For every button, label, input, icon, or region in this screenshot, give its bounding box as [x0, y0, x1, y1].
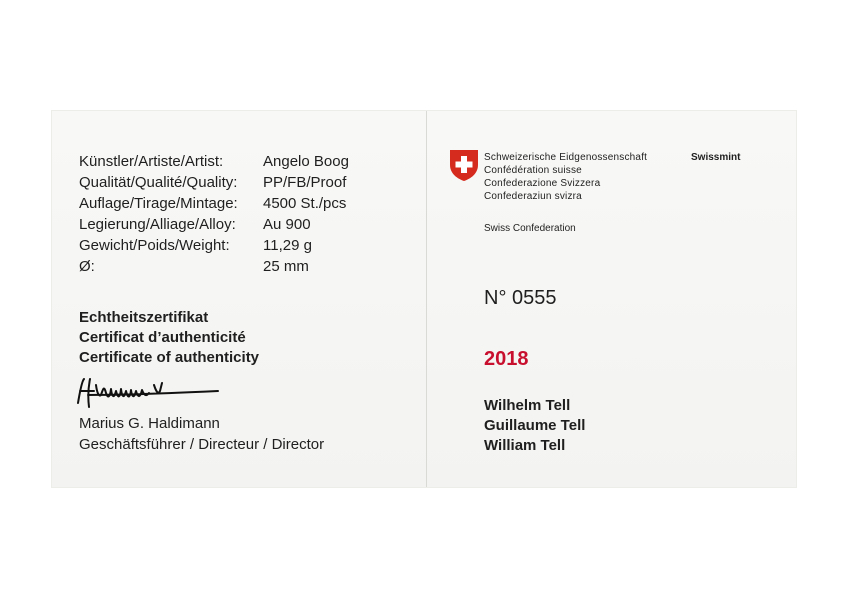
confederation-en: Swiss Confederation — [484, 223, 576, 234]
certificate-title-fr: Certificat d’authenticité — [79, 329, 246, 346]
confederation-it: Confederazione Svizzera — [484, 178, 601, 189]
spec-label: Qualität/Qualité/Quality: — [79, 174, 238, 191]
issue-year: 2018 — [484, 348, 529, 370]
right-panel — [427, 111, 796, 487]
serial-number: N° 0555 — [484, 287, 557, 309]
certificate-card — [52, 111, 796, 487]
spec-value: 11,29 g — [263, 237, 312, 254]
signature-graphic — [66, 373, 226, 413]
spec-value: Au 900 — [263, 216, 311, 233]
spec-label: Gewicht/Poids/Weight: — [79, 237, 230, 254]
spec-value: PP/FB/Proof — [263, 174, 347, 191]
spec-value: 25 mm — [263, 258, 309, 275]
coin-title-de: Wilhelm Tell — [484, 397, 571, 414]
certificate-title-de: Echtheitszertifikat — [79, 309, 209, 326]
spec-label: Ø: — [79, 258, 95, 275]
issuer-label: Swissmint — [691, 152, 741, 163]
certificate-title-en: Certificate of authenticity — [79, 349, 260, 366]
confederation-fr: Confédération suisse — [484, 165, 582, 176]
spec-value: Angelo Boog — [263, 153, 349, 170]
spec-label: Künstler/Artiste/Artist: — [79, 153, 224, 170]
swiss-shield-icon — [450, 150, 478, 181]
coin-title-en: William Tell — [484, 437, 566, 454]
spec-label: Auflage/Tirage/Mintage: — [79, 195, 238, 212]
confederation-de: Schweizerische Eidgenossenschaft — [484, 152, 648, 163]
signer-role: Geschäftsführer / Directeur / Director — [79, 436, 325, 453]
coin-title-fr: Guillaume Tell — [484, 417, 586, 434]
spec-label: Legierung/Alliage/Alloy: — [79, 216, 236, 233]
confederation-rm: Confederaziun svizra — [484, 191, 582, 202]
signer-name: Marius G. Haldimann — [79, 415, 220, 432]
spec-value: 4500 St./pcs — [263, 195, 347, 212]
left-panel — [52, 111, 426, 487]
